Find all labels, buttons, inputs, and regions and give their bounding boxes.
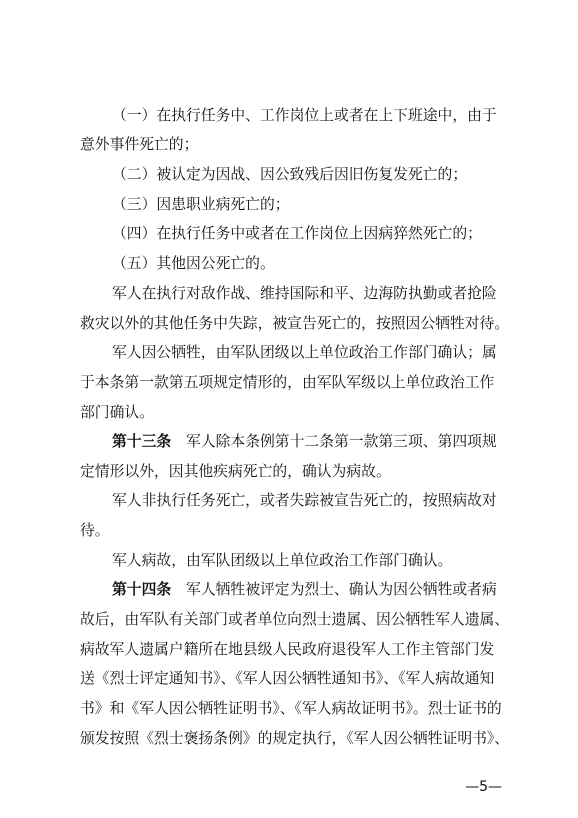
article-13-text: 军人除本条例第十二条第一款第三项、第四项规 — [186, 433, 497, 450]
text-line-18: 故后，由军队有关部门或者单位向烈士遗属、因公牺牲军人遗属、 — [80, 611, 510, 628]
article-13-label: 第十三条 — [112, 433, 172, 450]
article-14-text: 军人牺牲被评定为烈士、确认为因公牺牲或者病 — [186, 581, 497, 598]
text-line-15: 待。 — [80, 522, 110, 539]
text-line-9: 军人因公牺牲，由军队团级以上单位政治工作部门确认；属 — [112, 344, 497, 361]
article-14-label: 第十四条 — [112, 581, 172, 598]
text-line-10: 于本条第一款第五项规定情形的，由军队军级以上单位政治工作 — [80, 374, 495, 391]
text-line-5: （四）在执行任务中或者在工作岗位上因病猝然死亡的； — [112, 225, 482, 242]
text-line-6: （五）其他因公死亡的。 — [112, 255, 275, 272]
text-line-2: 意外事件死亡的； — [80, 136, 199, 153]
text-line-21: 书》和《军人因公牺牲证明书》、《军人病故证明书》。烈士证书的 — [80, 700, 502, 717]
text-line-1: （一）在执行任务中、工作岗位上或者在上下班途中，由于 — [112, 107, 497, 124]
text-line-16: 军人病故，由军队团级以上单位政治工作部门确认。 — [112, 552, 453, 569]
text-line-19: 病故军人遗属户籍所在地县级人民政府退役军人工作主管部门发 — [80, 641, 495, 658]
text-line-4: （三）因患职业病死亡的； — [112, 196, 290, 213]
text-line-14: 军人非执行任务死亡，或者失踪被宣告死亡的，按照病故对 — [112, 492, 497, 509]
text-line-22: 颁发按照《烈士褒扬条例》的规定执行，《军人因公牺牲证明书》、 — [80, 730, 510, 747]
text-line-8: 救灾以外的其他任务中失踪，被宣告死亡的，按照因公牺牲对待。 — [80, 315, 510, 332]
text-line-13: 定情形以外，因其他疾病死亡的，确认为病故。 — [80, 463, 391, 480]
text-line-3: （二）被认定为因战、因公致残后因旧伤复发死亡的； — [112, 166, 468, 183]
article-14-line-1 — [112, 579, 510, 601]
text-line-7: 军人在执行对敌作战、维持国际和平、边海防执勤或者抢险 — [112, 285, 497, 302]
page-number: —5— — [465, 779, 502, 795]
article-13-line-1 — [112, 431, 510, 453]
text-line-20: 送《烈士评定通知书》、《军人因公牺牲通知书》、《军人病故通知 — [80, 670, 495, 687]
text-line-11: 部门确认。 — [80, 404, 154, 421]
